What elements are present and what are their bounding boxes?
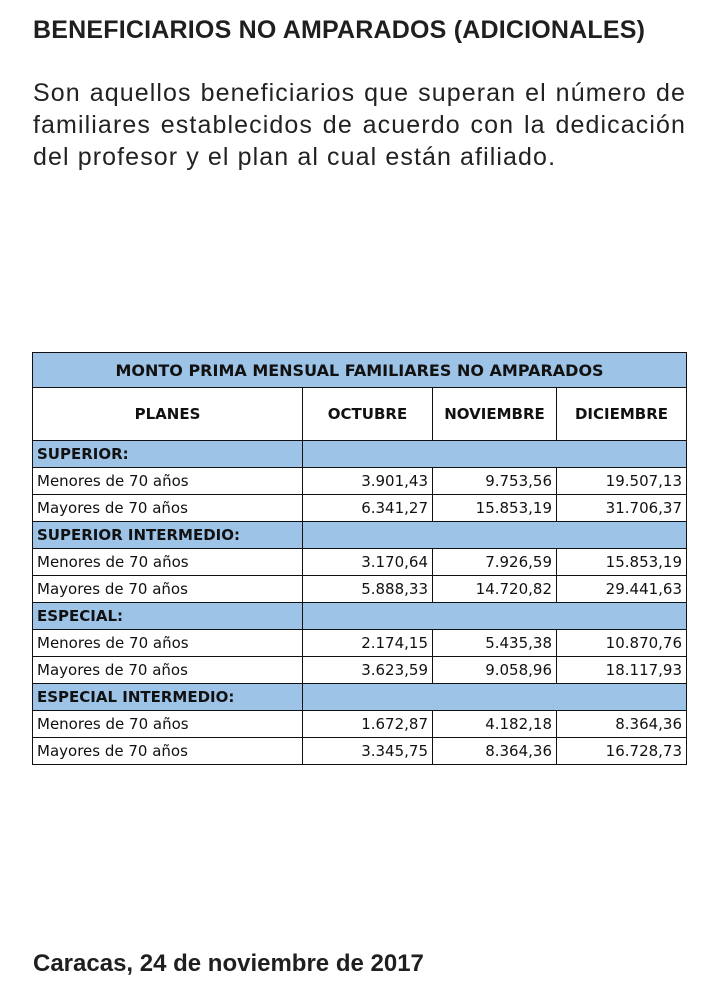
value-diciembre: 16.728,73 (557, 738, 687, 765)
table-row (33, 738, 687, 765)
value-octubre: 6.341,27 (303, 495, 433, 522)
value-noviembre: 9.058,96 (433, 657, 557, 684)
value-octubre: 1.672,87 (303, 711, 433, 738)
row-label: Mayores de 70 años (33, 576, 303, 603)
group-row-especial-intermedio (33, 684, 687, 711)
group-row-superior (33, 441, 687, 468)
value-diciembre: 18.117,93 (557, 657, 687, 684)
column-header-diciembre: DICIEMBRE (557, 388, 687, 441)
group-label: SUPERIOR INTERMEDIO: (33, 522, 303, 549)
value-octubre: 3.623,59 (303, 657, 433, 684)
value-noviembre: 14.720,82 (433, 576, 557, 603)
table-caption: MONTO PRIMA MENSUAL FAMILIARES NO AMPARADOS (33, 353, 687, 388)
row-label: Menores de 70 años (33, 549, 303, 576)
value-noviembre: 9.753,56 (433, 468, 557, 495)
group-filler (303, 684, 687, 711)
value-noviembre: 4.182,18 (433, 711, 557, 738)
value-octubre: 3.901,43 (303, 468, 433, 495)
value-diciembre: 29.441,63 (557, 576, 687, 603)
group-filler (303, 522, 687, 549)
value-noviembre: 15.853,19 (433, 495, 557, 522)
value-octubre: 5.888,33 (303, 576, 433, 603)
table-row (33, 657, 687, 684)
value-noviembre: 8.364,36 (433, 738, 557, 765)
group-row-especial (33, 603, 687, 630)
footer-date: Caracas, 24 de noviembre de 2017 (33, 950, 424, 977)
page-title: BENEFICIARIOS NO AMPARADOS (ADICIONALES) (33, 16, 646, 44)
value-noviembre: 7.926,59 (433, 549, 557, 576)
row-label: Menores de 70 años (33, 468, 303, 495)
group-label: SUPERIOR: (33, 441, 303, 468)
row-label: Mayores de 70 años (33, 657, 303, 684)
value-octubre: 3.170,64 (303, 549, 433, 576)
value-diciembre: 15.853,19 (557, 549, 687, 576)
row-label: Menores de 70 años (33, 711, 303, 738)
row-label: Menores de 70 años (33, 630, 303, 657)
value-diciembre: 10.870,76 (557, 630, 687, 657)
column-header-planes: PLANES (33, 388, 303, 441)
table-row (33, 711, 687, 738)
group-label: ESPECIAL: (33, 603, 303, 630)
group-row-superior-intermedio (33, 522, 687, 549)
column-header-noviembre: NOVIEMBRE (433, 388, 557, 441)
column-header-octubre: OCTUBRE (303, 388, 433, 441)
prima-table (32, 352, 687, 765)
table-row (33, 468, 687, 495)
value-noviembre: 5.435,38 (433, 630, 557, 657)
value-octubre: 2.174,15 (303, 630, 433, 657)
table-row (33, 495, 687, 522)
table-row (33, 549, 687, 576)
group-filler (303, 603, 687, 630)
row-label: Mayores de 70 años (33, 495, 303, 522)
value-diciembre: 31.706,37 (557, 495, 687, 522)
value-diciembre: 19.507,13 (557, 468, 687, 495)
row-label: Mayores de 70 años (33, 738, 303, 765)
table-row (33, 576, 687, 603)
value-diciembre: 8.364,36 (557, 711, 687, 738)
group-label: ESPECIAL INTERMEDIO: (33, 684, 303, 711)
group-filler (303, 441, 687, 468)
value-octubre: 3.345,75 (303, 738, 433, 765)
table-row (33, 630, 687, 657)
intro-paragraph: Son aquellos beneficiarios que superan el número de familiares establecidos de acuerdo con la dedicación del profesor y el plan al cual están afiliado. (33, 79, 686, 171)
